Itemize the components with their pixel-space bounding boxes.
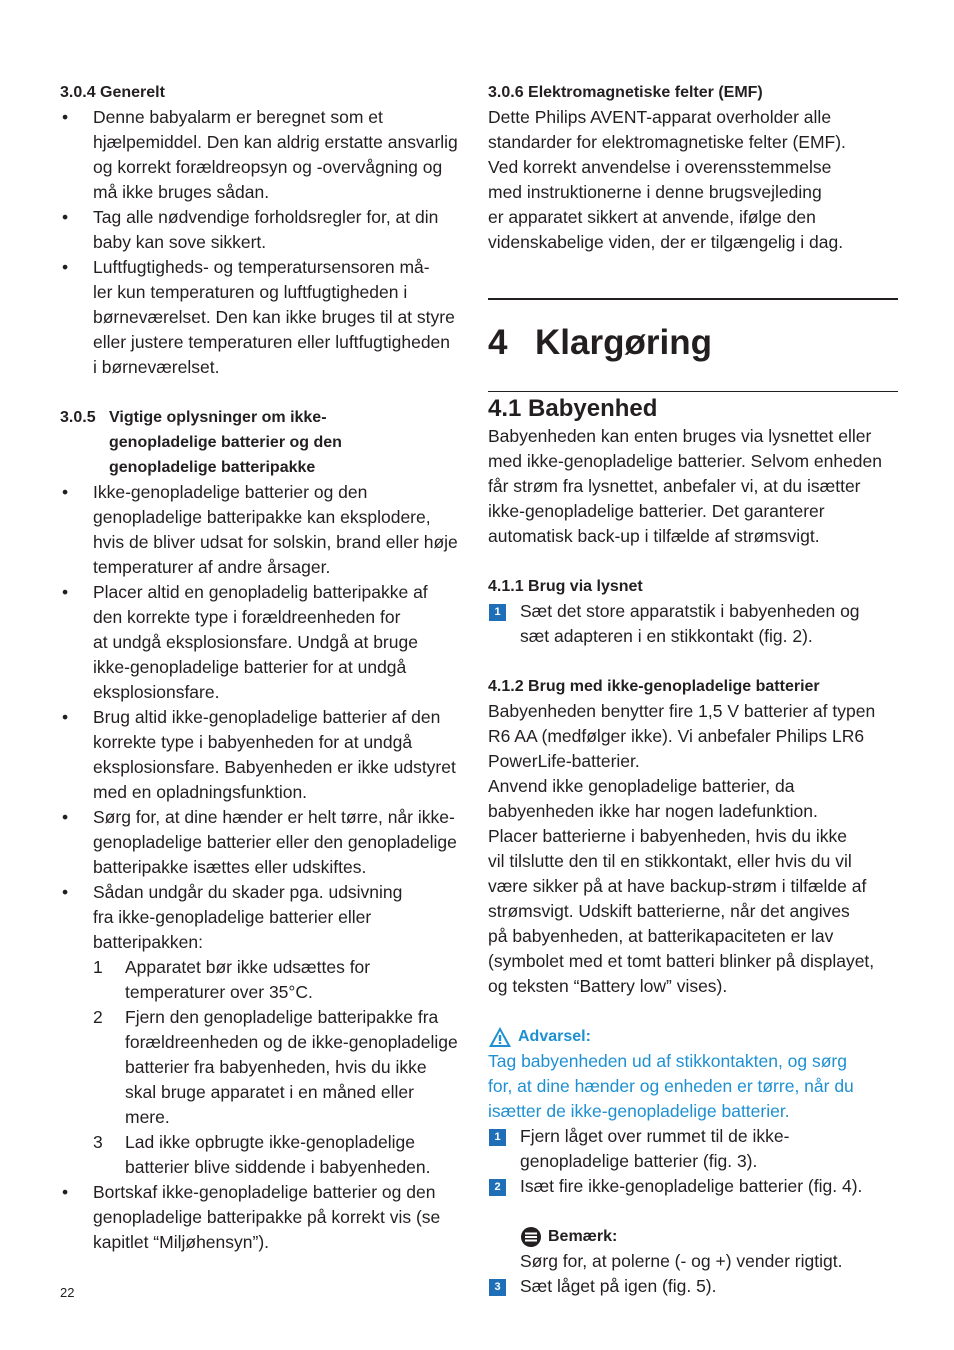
left-column <box>60 80 470 1255</box>
right-column <box>488 80 898 1299</box>
text-line: den korrekte type i forældreenheden for <box>93 607 401 627</box>
note-heading <box>488 1224 898 1249</box>
text-line: forældreenheden og de ikke-genopladelige <box>125 1032 458 1052</box>
text-line: hvis de bliver udsat for solskin, brand eller høje <box>93 532 458 552</box>
text-line: Sæt det store apparatstik i babyenheden og <box>520 601 860 621</box>
list-item <box>60 880 470 955</box>
paragraph <box>488 105 898 255</box>
text-line: • Sørg for, at dine hænder er helt tørre, når ikke- <box>93 807 455 827</box>
text-line: mere. <box>125 1107 170 1127</box>
text-line: for, at dine hænder og enheden er tørre, når du <box>488 1076 854 1096</box>
text-line: standarder for elektromagnetiske felter (EMF). <box>488 132 846 152</box>
text-line: temperaturer af andre årsager. <box>93 557 331 577</box>
step-item <box>488 599 898 649</box>
text-line: med instruktionerne i denne brugsvejleding <box>488 182 822 202</box>
text-line: Babyenheden kan enten bruges via lysnettet eller <box>488 426 872 446</box>
text-line: strømsvigt. Udskift batterierne, når det angives <box>488 901 850 921</box>
text-line: temperaturer over 35°C. <box>125 982 313 1002</box>
text-line: Sæt låget på igen (fig. 5). <box>520 1276 717 1296</box>
text-line: med ikke-genopladelige batterier. Selvom enheden <box>488 451 883 471</box>
text-line: på babyenheden, at batterikapaciteten er lav <box>488 926 834 946</box>
text-line: batteripakken: <box>93 932 203 952</box>
item-number: 3 <box>93 1132 103 1152</box>
text-line: genopladelige batterier (fig. 3). <box>520 1151 758 1171</box>
warning-text <box>488 1049 898 1124</box>
heading-4-1-2: 4.1.2 Brug med ikke-genopladelige batterier <box>488 678 820 695</box>
note-text: Sørg for, at polerne (- og +) vender rigtigt. <box>520 1251 843 1271</box>
list-item <box>60 255 470 380</box>
text-line: Anvend ikke genopladelige batterier, da <box>488 776 795 796</box>
section-rule <box>488 391 898 392</box>
text-line: børneværelset. Den kan ikke bruges til at styre <box>93 307 455 327</box>
text-line: kapitlet “Miljøhensyn”). <box>93 1232 270 1252</box>
text-line: Apparatet bør ikke udsættes for <box>125 957 371 977</box>
text-line: • Ikke-genopladelige batterier og den <box>93 482 368 502</box>
text-line: Dette Philips AVENT-apparat overholder alle <box>488 107 832 127</box>
text-line: genopladelige batteripakke kan eksplodere, <box>93 507 431 527</box>
note-icon <box>520 1226 542 1248</box>
item-number: 1 <box>93 957 103 977</box>
text-line: • Sådan undgår du skader pga. udsivning <box>93 882 403 902</box>
numbered-item <box>60 955 470 1005</box>
bullet-list <box>60 105 470 380</box>
item-number: 2 <box>93 1007 103 1027</box>
text-line: • Denne babyalarm er beregnet som et <box>93 107 383 127</box>
text-line: må ikke bruges sådan. <box>93 182 270 202</box>
step-number-box: 1 <box>489 604 506 621</box>
text-line: eller justere temperaturen eller luftfugtigheden <box>93 332 451 352</box>
text-line: Fjern den genopladelige batteripakke fra <box>125 1007 439 1027</box>
text-line: batteripakke isættes eller udskiftes. <box>93 857 367 877</box>
step-number-box: 2 <box>489 1179 506 1196</box>
text-line: genopladelige batteripakke på korrekt vis (se <box>93 1207 441 1227</box>
heading-line: genopladelige batteripakke <box>109 459 316 476</box>
text-line: Isæt fire ikke-genopladelige batterier (fig. 4). <box>520 1176 863 1196</box>
text-line: skal bruge apparatet i en måned eller <box>125 1082 414 1102</box>
text-line: fra ikke-genopladelige batterier eller <box>93 907 372 927</box>
chapter-number: 4 <box>488 323 508 362</box>
heading-line: Vigtige oplysninger om ikke- <box>109 409 327 426</box>
text-line: vil tilslutte den til en stikkontakt, eller hvis du vil <box>488 851 852 871</box>
text-line: baby kan sove sikkert. <box>93 232 267 252</box>
text-line: er apparatet sikkert at anvende, ifølge den <box>488 207 816 227</box>
text-line: hjælpemiddel. Den kan aldrig erstatte ansvarlig <box>93 132 458 152</box>
numbered-item <box>60 1005 470 1130</box>
heading-4-1-1: 4.1.1 Brug via lysnet <box>488 578 643 595</box>
text-line: og korrekt forældreopsyn og -overvågning og <box>93 157 443 177</box>
text-line: eksplosionsfare. Babyenheden er ikke udstyret <box>93 757 456 777</box>
list-item <box>60 705 470 805</box>
text-line: være sikker på at have backup-strøm i tilfælde af <box>488 876 867 896</box>
heading-number: 3.0.5 <box>60 409 96 426</box>
text-line: automatisk back-up i tilfælde af strømsvigt. <box>488 526 820 546</box>
chapter-title-text: Klargøring <box>535 323 712 362</box>
list-item <box>60 805 470 880</box>
text-line: • Bortskaf ikke-genopladelige batterier og den <box>93 1182 436 1202</box>
text-line: ler kun temperaturen og luftfugtigheden i <box>93 282 408 302</box>
text-line: babyenheden ikke har nogen ladefunktion. <box>488 801 818 821</box>
text-line: i børneværelset. <box>93 357 220 377</box>
heading-3-0-6: 3.0.6 Elektromagnetiske felter (EMF) <box>488 84 763 101</box>
chapter-rule <box>488 298 898 300</box>
text-line: isætter de ikke-genopladelige batterier. <box>488 1101 790 1121</box>
text-line: Placer batterierne i babyenheden, hvis du ikke <box>488 826 847 846</box>
text-line: • Placer altid en genopladelig batteripakke af <box>93 582 428 602</box>
note-title: Bemærk: <box>548 1228 618 1245</box>
list-item <box>60 105 470 205</box>
text-line: ikke-genopladelige batterier for at undgå <box>93 657 407 677</box>
paragraph <box>488 699 898 999</box>
step-item <box>488 1274 898 1299</box>
text-line: med en opladningsfunktion. <box>93 782 308 802</box>
step-item <box>488 1174 898 1199</box>
text-line: videnskabelige viden, der er tilgængelig i dag. <box>488 232 844 252</box>
text-line: ikke-genopladelige batterier. Det garanterer <box>488 501 825 521</box>
text-line: • Tag alle nødvendige forholdsregler for, at din <box>93 207 439 227</box>
warning-heading <box>488 1024 898 1049</box>
page-number: 22 <box>60 1285 75 1300</box>
list-item <box>60 580 470 705</box>
bullet-list <box>60 480 470 1255</box>
text-line: • Brug altid ikke-genopladelige batterier af den <box>93 707 441 727</box>
text-line: R6 AA (medfølger ikke). Vi anbefaler Philips LR6 <box>488 726 865 746</box>
heading-line: genopladelige batterier og den <box>109 434 342 451</box>
list-item <box>60 1180 470 1255</box>
text-line: genopladelige batterier eller den genopladelige <box>93 832 457 852</box>
text-line: Babyenheden benytter fire 1,5 V batterier af typen <box>488 701 876 721</box>
text-line: Ved korrekt anvendelse i overensstemmelse <box>488 157 832 177</box>
warning-triangle-icon <box>488 1026 512 1048</box>
text-line: Fjern låget over rummet til de ikke- <box>520 1126 790 1146</box>
step-item <box>488 1124 898 1174</box>
text-line: sæt adapteren i en stikkontakt (fig. 2). <box>520 626 813 646</box>
text-line: batterier blive siddende i babyenheden. <box>125 1157 431 1177</box>
text-line: får strøm fra lysnettet, anbefaler vi, at du isætter <box>488 476 861 496</box>
text-line: • Luftfugtigheds- og temperatursensoren må- <box>93 257 430 277</box>
numbered-item <box>60 1130 470 1180</box>
text-line: Lad ikke opbrugte ikke-genopladelige <box>125 1132 415 1152</box>
text-line: at undgå eksplosionsfare. Undgå at bruge <box>93 632 418 652</box>
text-line: eksplosionsfare. <box>93 682 220 702</box>
text-line: Tag babyenheden ud af stikkontakten, og sørg <box>488 1051 847 1071</box>
text-line: PowerLife-batterier. <box>488 751 640 771</box>
list-item <box>60 205 470 255</box>
warning-title: Advarsel: <box>518 1028 591 1045</box>
text-line: (symbolet med et tomt batteri blinker på displayet, <box>488 951 875 971</box>
heading-3-0-4: 3.0.4 Generelt <box>60 84 165 101</box>
text-line: og teksten “Battery low” vises). <box>488 976 728 996</box>
heading-4-1: 4.1 Babyenhed <box>488 395 658 422</box>
paragraph <box>488 424 898 549</box>
list-item <box>60 480 470 580</box>
text-line: batterier fra babyenheden, hvis du ikke <box>125 1057 427 1077</box>
step-number-box: 3 <box>489 1279 506 1296</box>
heading-3-0-5 <box>60 405 470 480</box>
chapter-title <box>488 320 898 365</box>
text-line: korrekte type i babyenheden for at undgå <box>93 732 413 752</box>
step-number-box: 1 <box>489 1129 506 1146</box>
